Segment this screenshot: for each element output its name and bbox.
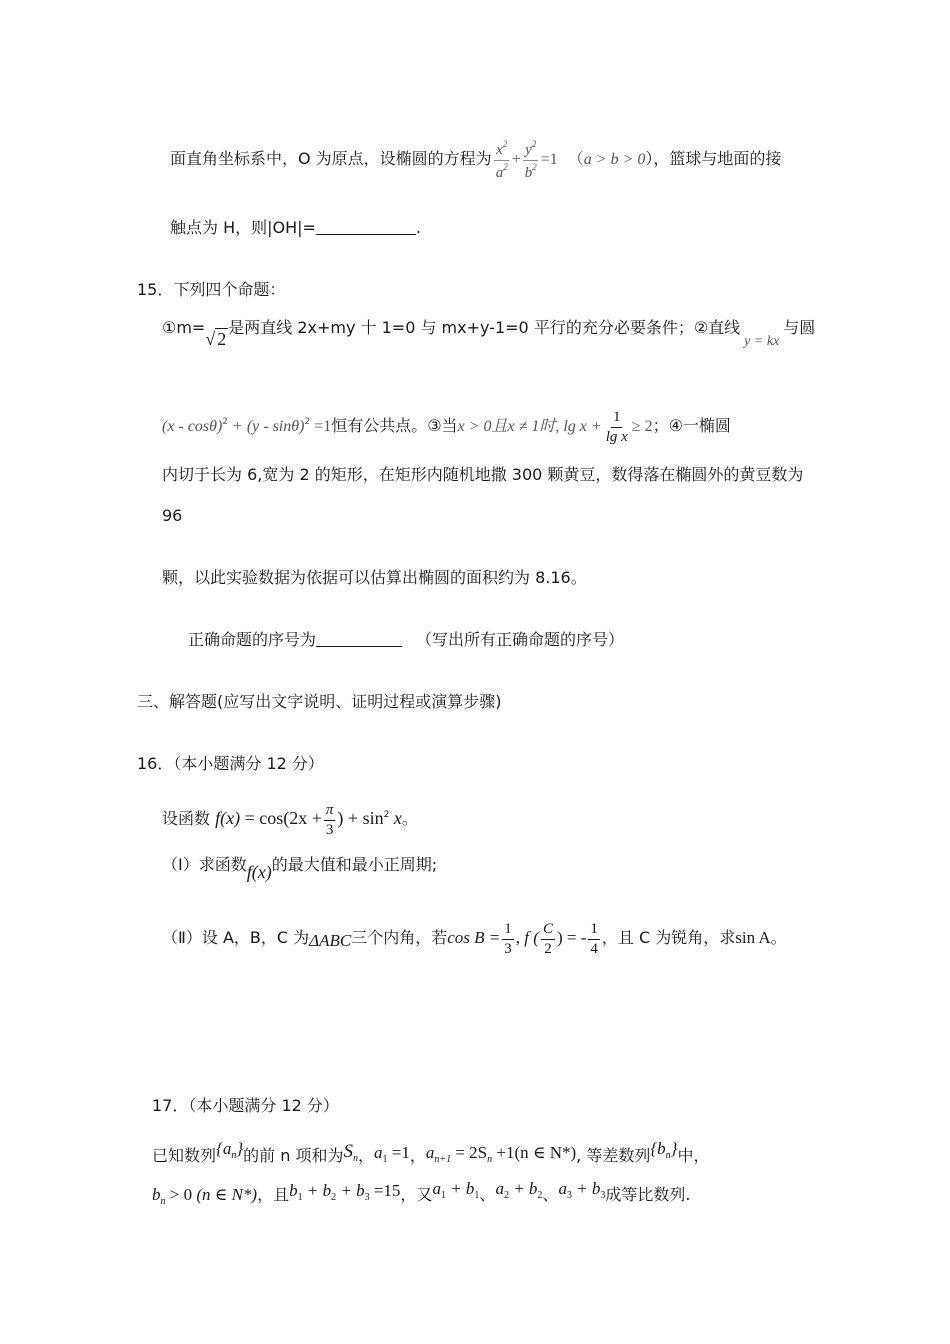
fraction-1-3: $\frac{1}{3}$ bbox=[504, 921, 512, 957]
fraction-pi-3: $\frac{\pi}{3}$ bbox=[325, 802, 334, 838]
q15-statement-4-end: 颗，以此实验数据为依据可以估算出椭圆的面积约为 8.16。 bbox=[162, 568, 587, 587]
fraction-y2-b2: $\frac{y^2}{b^2}$ bbox=[524, 139, 537, 181]
answer-blank-15[interactable] bbox=[316, 632, 402, 647]
q16-function-def: 设函数 f(x) = cos(2x + $\frac{\pi}{3}$ ) + $\sin^2 x$。 bbox=[162, 802, 418, 838]
q15-statement-1-2: ①m=√ 2是两直线 2x+my 十 1=0 与 mx+y-1=0 平行的充分必要条件；②直线y = kx与圆 bbox=[162, 318, 816, 349]
q16-part-1: （Ⅰ）求函数f(x)的最大值和最小正周期; bbox=[162, 855, 438, 882]
q15-answer-line: 正确命题的序号为 （写出所有正确命题的序号） bbox=[188, 630, 625, 649]
fraction-1-lgx: $\frac{1}{\text{lg x}}$ bbox=[605, 409, 628, 445]
q17-line-1: 已知数列$\{a_n\}$的前 n 项和为$S_n$，$a_1 =1$，$a_{n+1} = 2S_n +1(n$ ∈ N*), 等差数列$\{b_n\}$中， bbox=[152, 1139, 710, 1165]
fraction-c-2: $\frac{C}{2}$ bbox=[542, 921, 553, 957]
sqrt-2: √ 2 bbox=[205, 329, 227, 349]
q15-statement-4-cont: 96 bbox=[162, 506, 183, 525]
q15-statement-4: 内切于长为 6,宽为 2 的矩形，在矩形内随机地撒 300 颗黄豆，数得落在椭圆外的黄豆数为 bbox=[162, 465, 804, 484]
q15-statement-circle-lg: (x - cosθ)$^2$ + (y - sinθ)$^2$ =1恒有公共点。③当x > 0且x ≠ 1时, lg x + $\frac{1}{\text{lg x}}$ ≥ 2；④一椭圆 bbox=[162, 409, 731, 445]
question-17-title: 17．（本小题满分 12 分） bbox=[152, 1096, 339, 1115]
question-15-title: 15．下列四个命题： bbox=[137, 280, 286, 299]
q17-line-2: $b_n > 0$ (n ∈ N*)，且$b_1 + b_2 + b_3 =15$，又$a_1 + b_1$、$a_2 + b_2$、$a_3 + b_3$成等比数列. bbox=[152, 1179, 691, 1207]
line-ellipse-equation: 面直角坐标系中，O 为原点，设椭圆的方程为 $\frac{x^2}{a^2}$ + $\frac{y^2}{b^2}$ =1 （a > b > 0），篮球与地面的接 bbox=[170, 139, 782, 181]
q16-part-2: （Ⅱ）设 A，B，C 为ΔABC三个内角，若cos B = $\frac{1}{3}$ , f ( $\frac{C}{2}$ ) = - $\frac{1}{4}$ ，且 C 为锐角，求sin A。 bbox=[162, 921, 787, 957]
section-3-heading: 三、解答题(应写出文字说明、证明过程或演算步骤) bbox=[137, 692, 502, 711]
line-oh-question: 触点为 H，则|OH|= . bbox=[170, 218, 422, 237]
fraction-x2-a2: $\frac{x^2}{a^2}$ bbox=[495, 139, 508, 181]
condition-a-b-0: a > b > 0 bbox=[583, 151, 646, 169]
fraction-1-4: $\frac{1}{4}$ bbox=[590, 921, 598, 957]
question-16-title: 16．（本小题满分 12 分） bbox=[137, 754, 324, 773]
text: 面直角坐标系中，O 为原点，设椭圆的方程为 bbox=[170, 149, 492, 169]
answer-blank-oh[interactable] bbox=[316, 220, 416, 235]
